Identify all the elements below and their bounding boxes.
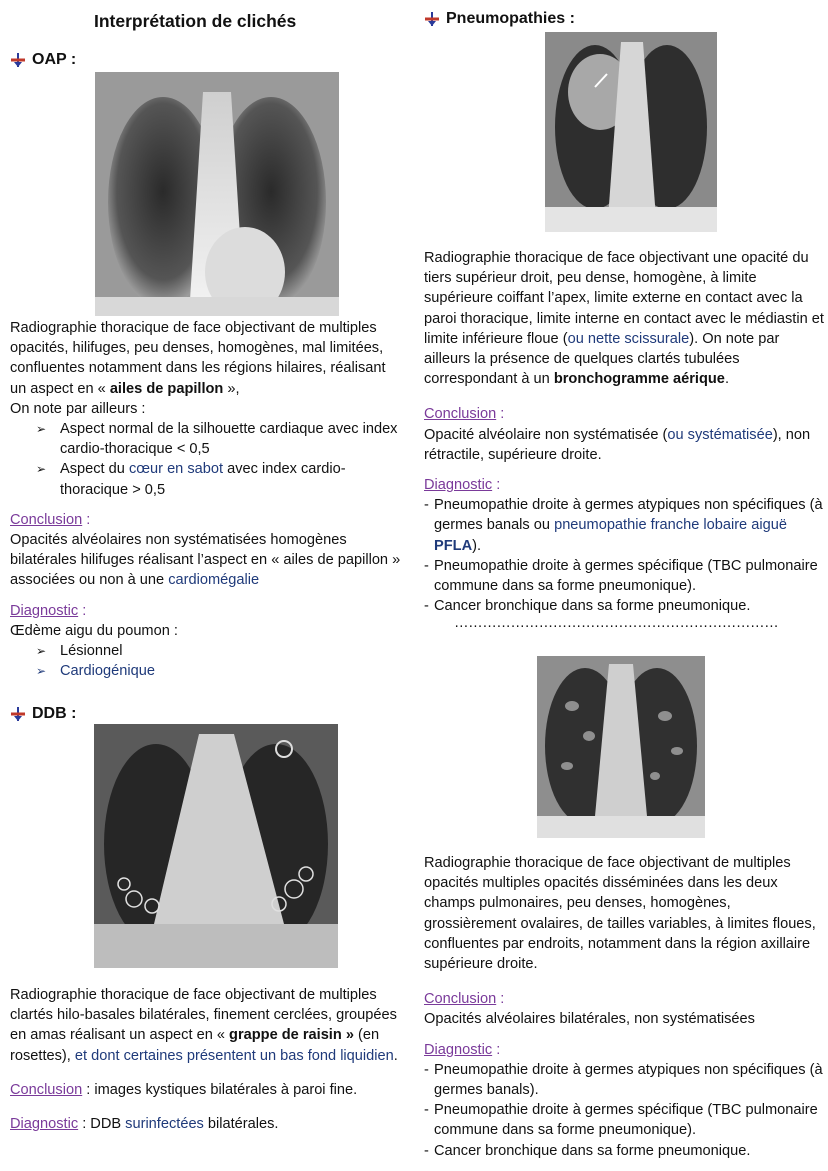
pneumo-conclusion-label-2: Conclusion : (424, 991, 505, 1008)
list-item: ➢ Cardiogénique (10, 661, 405, 681)
ddb-xray-image (94, 724, 338, 968)
pneumo-diagnostic-list-1 (424, 495, 824, 616)
pneumo-description-1: Radiographie thoracique de face objectivant une opacité du tiers supérieur droit, peu dense, homogène, à limite supérieure coiffant l’apex, limite externe en contact avec la paroi thoracique, limite interne en contact avec le médiastin et limite inférieure floue (ou nette scissurale). On note par ailleurs la présence de quelques clartés tubulées correspondant à un bronchogramme aérique. (424, 250, 824, 388)
pneumo-xray-image-1 (545, 32, 717, 232)
list-item: - Pneumopathie droite à germes spécifique (TBC pulmonaire commune dans sa forme pneumonique). (424, 557, 818, 595)
pneumo-diagnostic-label-1: Diagnostic : (424, 477, 501, 494)
ddb-text-block (10, 985, 405, 1134)
list-item: - Pneumopathie droite à germes atypiques non spécifiques (à germes banals). (424, 1061, 823, 1099)
list-item: ➢ Aspect normal de la silhouette cardiaque avec index cardio-thoracique < 0,5 (36, 421, 398, 458)
arrow-bullet-icon: ➢ (36, 664, 47, 679)
oap-heading-text: OAP : (32, 51, 77, 68)
bullet-arrow-icon (424, 11, 440, 27)
oap-diagnostic-label: Diagnostic : (10, 602, 87, 619)
list-item: - Pneumopathie droite à germes spécifique (TBC pulmonaire commune dans sa forme pneumonique). (424, 1102, 818, 1139)
pneumo-text-block-2 (424, 853, 824, 1161)
oap-conclusion-label: Conclusion : (10, 511, 91, 528)
ddb-heading-text: DDB : (32, 705, 77, 722)
list-item: - Cancer bronchique dans sa forme pneumonique. (424, 598, 751, 615)
arrow-bullet-icon: ➢ (36, 644, 47, 659)
pneumo-xray-image-2 (537, 656, 705, 838)
oap-description: Radiographie thoracique de face objectivant de multiples opacités, hilifuges, peu denses, homogènes, mal limitées, confluentes notamment dans les régions hilaires, réalisant un aspect en « ailes de papillon », (10, 320, 386, 397)
ddb-heading (10, 704, 76, 724)
pneumo-conclusion-text-2: Opacités alvéolaires bilatérales, non systématisées (424, 1011, 755, 1028)
oap-text-block (10, 318, 405, 681)
page-title: Interprétation de clichés (94, 11, 297, 31)
arrow-bullet-icon: ➢ (36, 462, 47, 477)
oap-diagnostic-list (10, 641, 405, 681)
pneumo-conclusion-text-1: Opacité alvéolaire non systématisée (ou systématisée), non rétractile, supérieure droite. (424, 426, 811, 463)
bullet-arrow-icon (10, 706, 26, 722)
list-item: ➢ Aspect du cœur en sabot avec index cardio-thoracique > 0,5 (36, 461, 346, 498)
oap-conclusion-text: Opacités alvéolaires non systématisées homogènes bilatérales hilifuges réalisant l’aspect en « ailes de papillon » associées ou non à une cardiomégalie (10, 532, 401, 589)
oap-note: On note par ailleurs : (10, 400, 146, 417)
oap-aspect-list (10, 419, 405, 500)
pneumo-description-2: Radiographie thoracique de face objectivant de multiples opacités multiples opacités disséminées dans les deux champs pulmonaires, peu denses, homogènes, grossièrement ovalaires, de tailles variables, à limites floues, confluentes par endroits, notamment dans la région axillaire supérieure droite. (424, 855, 816, 973)
pneumo-heading-text: Pneumopathies : (446, 10, 575, 27)
ddb-diagnostic: Diagnostic : DDB surinfectées bilatérales. (10, 1116, 279, 1133)
ddb-conclusion: Conclusion : images kystiques bilatérales à paroi fine. (10, 1081, 358, 1098)
pneumo-diagnostic-label-2: Diagnostic : (424, 1041, 501, 1058)
list-item: ➢ Lésionnel (10, 641, 405, 661)
pneumo-conclusion-label-1: Conclusion : (424, 406, 505, 423)
oap-heading (10, 50, 76, 70)
bullet-arrow-icon (10, 52, 26, 68)
oap-xray-image (95, 72, 339, 316)
pneumo-heading (424, 9, 575, 29)
list-item: - Cancer bronchique dans sa forme pneumonique. (424, 1142, 751, 1159)
pneumo-text-block-1 (424, 248, 824, 630)
ddb-description: Radiographie thoracique de face objectivant de multiples clartés hilo-basales bilatérales, finement cerclées, groupées en amas réalisant un aspect en « grappe de raisin » (en rosettes), et dont certaines présentent un bas fond liquidien. (10, 987, 398, 1064)
arrow-bullet-icon: ➢ (36, 422, 47, 437)
dotted-separator: …………………………………………………………… (454, 615, 779, 632)
list-item: - Pneumopathie droite à germes atypiques non spécifiques (à germes banals ou pneumopathie franche lobaire aiguë PFLA). (424, 497, 823, 554)
oap-diagnostic-text: Œdème aigu du poumon : (10, 622, 178, 639)
pneumo-diagnostic-list-2 (424, 1060, 824, 1161)
